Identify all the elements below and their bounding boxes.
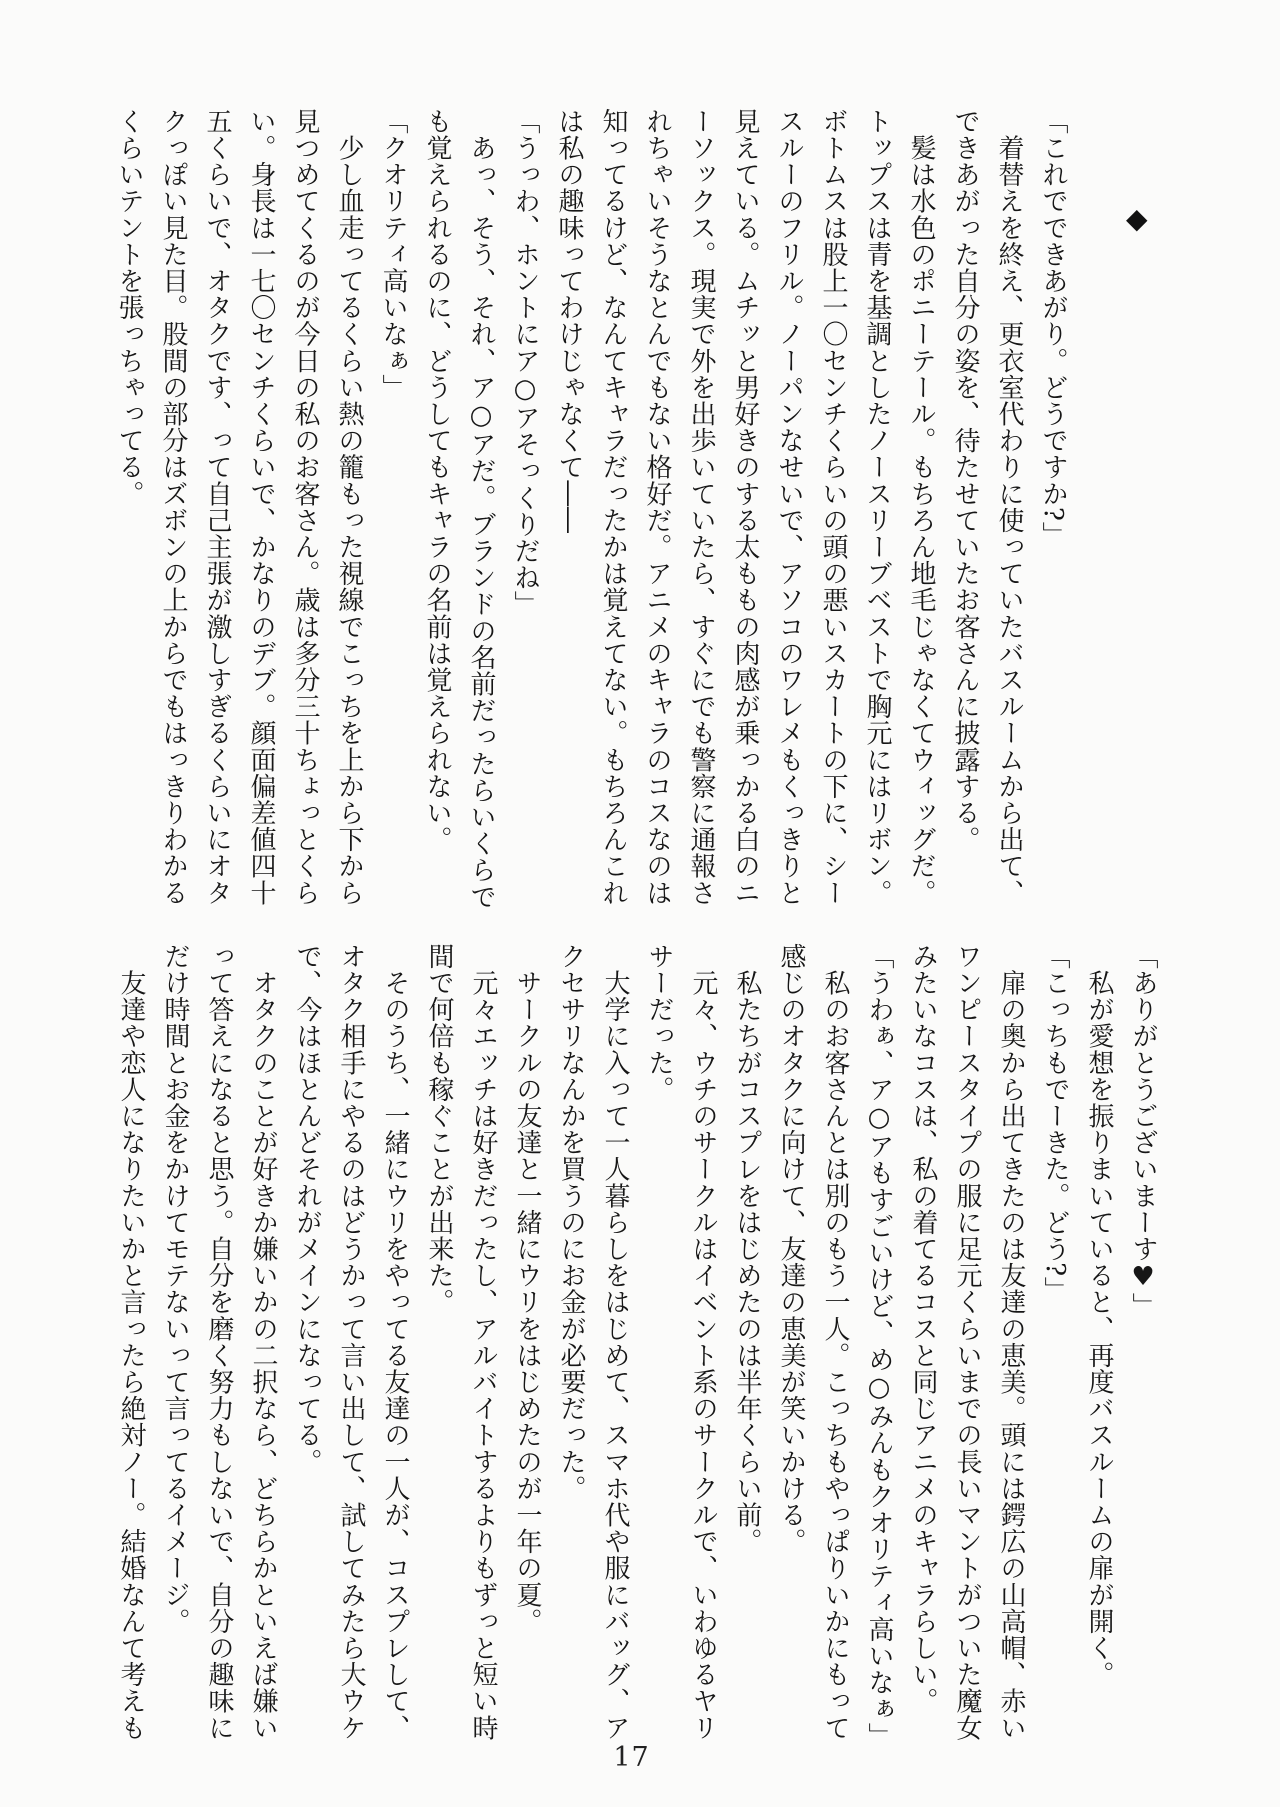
text-line: 感じのオタクに向けて、友達の恵美が笑いかける。: [776, 943, 806, 1555]
text-line: あっ、そう、それ、ア○アだ。ブランドの名前だったらいくらで: [466, 108, 496, 910]
text-line: 知ってるけど、なんてキャラだったかは覚えてない。もちろんこれ: [598, 108, 628, 906]
text-line: 「クオリティ高いなぁ」: [378, 108, 408, 401]
text-line: 大学に入って一人暮らしをはじめて、スマホ代や服にバッグ、ア: [600, 943, 630, 1741]
text-line: 髪は水色のポニーテール。もちろん地毛じゃなくてウィッグだ。: [906, 108, 936, 906]
text-line: 私が愛想を振りまいていると、再度バスルームの扉が開く。: [1084, 943, 1114, 1688]
text-line: 「こっちもでーきた。どう?」: [1040, 943, 1070, 1304]
text-line: 元々エッチは好きだったし、アルバイトするよりもずっと短い時: [468, 943, 498, 1741]
text-line: オタクのことが好きか嫌いかの二択なら、どちらかといえば嫌い: [248, 943, 278, 1741]
text-line: オタク相手にやるのはどうかって言い出して、試してみたら大ウケ: [336, 943, 366, 1741]
text-line: 私たちがコスプレをはじめたのは半年くらい前。: [732, 943, 762, 1555]
text-line: 五くらいで、オタクです、って自己主張が激しすぎるくらいにオタ: [202, 108, 232, 906]
text-line: 少し血走ってるくらい熱の籠もった視線でこっちを上から下から: [334, 108, 364, 906]
text-line: くらいテントを張っちゃってる。: [114, 108, 144, 507]
text-line: サークルの友達と一緒にウリをはじめたのが一年の夏。: [512, 943, 542, 1635]
text-line: そのうち、一緒にウリをやってる友達の一人が、コスプレして、: [380, 943, 410, 1741]
text-line: ーソックス。現実で外を出歩いていたら、すぐにでも警察に通報さ: [686, 108, 716, 906]
text-line: 元々、ウチのサークルはイベント系のサークルで、いわゆるヤリ: [688, 943, 718, 1741]
section-divider-diamond-icon: ◆: [1126, 202, 1148, 235]
text-line: ボトムスは股上一〇センチくらいの頭の悪いスカートの下に、シー: [818, 108, 848, 906]
text-line: 扉の奥から出てきたのは友達の恵美。頭には鍔広の山高帽、赤い: [996, 943, 1026, 1741]
text-line: は私の趣味ってわけじゃなくて――: [554, 108, 584, 534]
text-line: みたいなコスは、私の着てるコスと同じアニメのキャラらしい。: [908, 943, 938, 1715]
text-line: も覚えられるのに、どうしてもキャラの名前は覚えられない。: [422, 108, 452, 853]
text-line: い。身長は一七〇センチくらいで、かなりのデブ。顔面偏差値四十: [246, 108, 276, 906]
text-line: できあがった自分の姿を、待たせていたお客さんに披露する。: [950, 108, 980, 853]
text-line: 「うっわ、ホントにア○アそっくりだね」: [510, 108, 540, 618]
text-line: 見つめてくるのが今日の私のお客さん。歳は多分三十ちょっとくら: [290, 108, 320, 906]
text-line: 間で何倍も稼ぐことが出来た。: [424, 943, 454, 1316]
text-line: サーだった。: [644, 943, 674, 1103]
text-line: クセサリなんかを買うのにお金が必要だった。: [556, 943, 586, 1502]
text-line: 「うわぁ、ア○アもすごいけど、め○みんもクオリティ高いなぁ」: [864, 943, 894, 1749]
text-block-top: [107, 108, 1075, 908]
text-line: 「ありがとうございまーす♥」: [1128, 943, 1158, 1320]
text-line: ワンピースタイプの服に足元くらいまでの長いマントがついた魔女: [952, 943, 982, 1741]
page-number: 17: [613, 1742, 650, 1773]
text-block-bottom: [109, 943, 1165, 1749]
text-line: トップスは青を基調としたノースリーブベストで胸元にはリボン。: [862, 108, 892, 906]
text-line: で、今はほとんどそれがメインになってる。: [292, 943, 322, 1475]
text-line: 見えている。ムチッと男好きのする太ももの肉感が乗っかる白のニ: [730, 108, 760, 906]
text-line: れちゃいそうなとんでもない格好だ。アニメのキャラのコスなのは: [642, 108, 672, 906]
text-line: クっぽい見た目。股間の部分はズボンの上からでもはっきりわかる: [158, 108, 188, 906]
text-line: スルーのフリル。ノーパンなせいで、アソコのワレメもくっきりと: [774, 108, 804, 906]
text-line: 「これでできあがり。どうですか?」: [1038, 108, 1068, 549]
text-line: 私のお客さんとは別のもう一人。こっちもやっぱりいかにもって: [820, 943, 850, 1741]
text-line: 友達や恋人になりたいかと言ったら絶対ノー。結婚なんて考えも: [116, 943, 146, 1741]
text-line: 着替えを終え、更衣室代わりに使っていたバスルームから出て、: [994, 108, 1024, 906]
text-line: だけ時間とお金をかけてモテないって言ってるイメージ。: [160, 943, 190, 1635]
text-line: って答えになると思う。自分を磨く努力もしないで、自分の趣味に: [204, 943, 234, 1741]
